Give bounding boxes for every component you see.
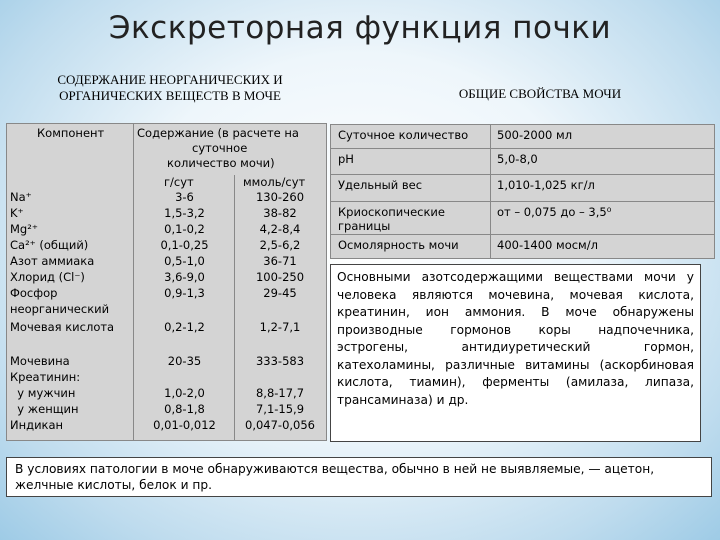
unit-g: г/сут (164, 175, 194, 189)
value-mmol-per-day: 333-583 (255, 354, 305, 368)
pathology-note: В условиях патологии в моче обнаруживаются вещества, обычно в ней не выявляемые, — ацетон, желчные кислоты, белок и пр. (6, 457, 712, 497)
value-g-per-day: 0,1-0,25 (160, 238, 209, 252)
property-name: Осмолярность мочи (338, 238, 459, 252)
value-mmol-per-day: 36-71 (263, 254, 297, 268)
property-name: Суточное количество (338, 128, 469, 142)
left-section-heading: СОДЕРЖАНИЕ НЕОРГАНИЧЕСКИХ И ОРГАНИЧЕСКИХ ВЕЩЕСТВ В МОЧЕ (57, 72, 283, 103)
component-name: Na⁺ (10, 190, 32, 204)
value-mmol-per-day: 29-45 (263, 286, 297, 300)
value-mmol-per-day: 38-82 (263, 206, 297, 220)
table-row (331, 125, 714, 149)
component-name: Мочевина (10, 354, 70, 368)
component-name: Индикан (10, 418, 64, 432)
column-divider (234, 175, 235, 440)
column-divider (133, 124, 134, 440)
table-row (331, 235, 714, 257)
value-g-per-day: 0,8-1,8 (164, 402, 205, 416)
value-mmol-per-day: 0,047-0,056 (245, 418, 315, 432)
table-row (331, 175, 714, 202)
table-row (331, 202, 714, 235)
value-g-per-day: 0,1-0,2 (164, 222, 205, 236)
value-mmol-per-day: 8,8-17,7 (255, 386, 305, 400)
property-value: 1,010-1,025 кг/л (497, 178, 595, 192)
value-mmol-per-day: 130-260 (255, 190, 305, 204)
property-name: Криоскопические границы (338, 205, 445, 233)
header-content: суточное (192, 141, 248, 155)
value-g-per-day: 0,01-0,012 (153, 418, 216, 432)
value-mmol-per-day: 4,2-8,4 (259, 222, 301, 236)
page-title: Экскреторная функция почки (108, 10, 612, 46)
property-value: от – 0,075 до – 3,5⁰ (497, 205, 612, 219)
component-name: Ca²⁺ (общий) (10, 238, 89, 252)
value-g-per-day: 0,5-1,0 (164, 254, 205, 268)
component-name: у мужчин (10, 386, 76, 400)
header-content: Содержание (в расчете на (137, 126, 299, 140)
value-mmol-per-day: 7,1-15,9 (255, 402, 305, 416)
value-g-per-day: 3-6 (175, 190, 194, 204)
value-mmol-per-day: 100-250 (255, 270, 305, 284)
table-row (331, 149, 714, 175)
value-g-per-day: 3,6-9,0 (164, 270, 205, 284)
property-name: pH (338, 152, 354, 166)
property-name: Удельный вес (338, 178, 423, 192)
component-name: Мочевая кислота (10, 320, 115, 334)
value-g-per-day: 1,0-2,0 (164, 386, 205, 400)
value-g-per-day: 20-35 (167, 354, 202, 368)
component-name: K⁺ (10, 206, 24, 220)
urine-properties-table (330, 124, 715, 259)
component-name: неорганический (10, 302, 110, 316)
property-value: 400-1400 мосм/л (497, 238, 598, 252)
component-name: Хлорид (Cl⁻) (10, 270, 85, 284)
header-component: Компонент (37, 126, 105, 140)
property-value: 5,0-8,0 (497, 152, 538, 166)
substances-table (6, 123, 327, 441)
unit-mmol: ммоль/сут (243, 175, 306, 189)
value-mmol-per-day: 1,2-7,1 (259, 320, 301, 334)
right-section-heading: ОБЩИЕ СВОЙСТВА МОЧИ (458, 86, 622, 101)
header-content: количество мочи) (167, 156, 275, 170)
description-text: Основными азотсодержащими веществами мочи у человека являются мочевина, мочевая кислота, креатинин, ион аммония. В моче обнаружены производные гормонов коры надпочечника, эстрогены, антидиуретический гормон, катехоламины, различные витамины (аскорбиновая кислота, тиамин), ферменты (амилаза, липаза, трансаминаза) и др. (330, 264, 701, 442)
component-name: Mg²⁺ (10, 222, 38, 236)
value-g-per-day: 1,5-3,2 (164, 206, 205, 220)
component-name: у женщин (10, 402, 79, 416)
value-mmol-per-day: 2,5-6,2 (259, 238, 301, 252)
value-g-per-day: 0,9-1,3 (164, 286, 205, 300)
component-name: Азот аммиака (10, 254, 95, 268)
component-name: Креатинин: (10, 370, 81, 384)
property-value: 500-2000 мл (497, 128, 573, 142)
component-name: Фосфор (10, 286, 58, 300)
value-g-per-day: 0,2-1,2 (164, 320, 205, 334)
